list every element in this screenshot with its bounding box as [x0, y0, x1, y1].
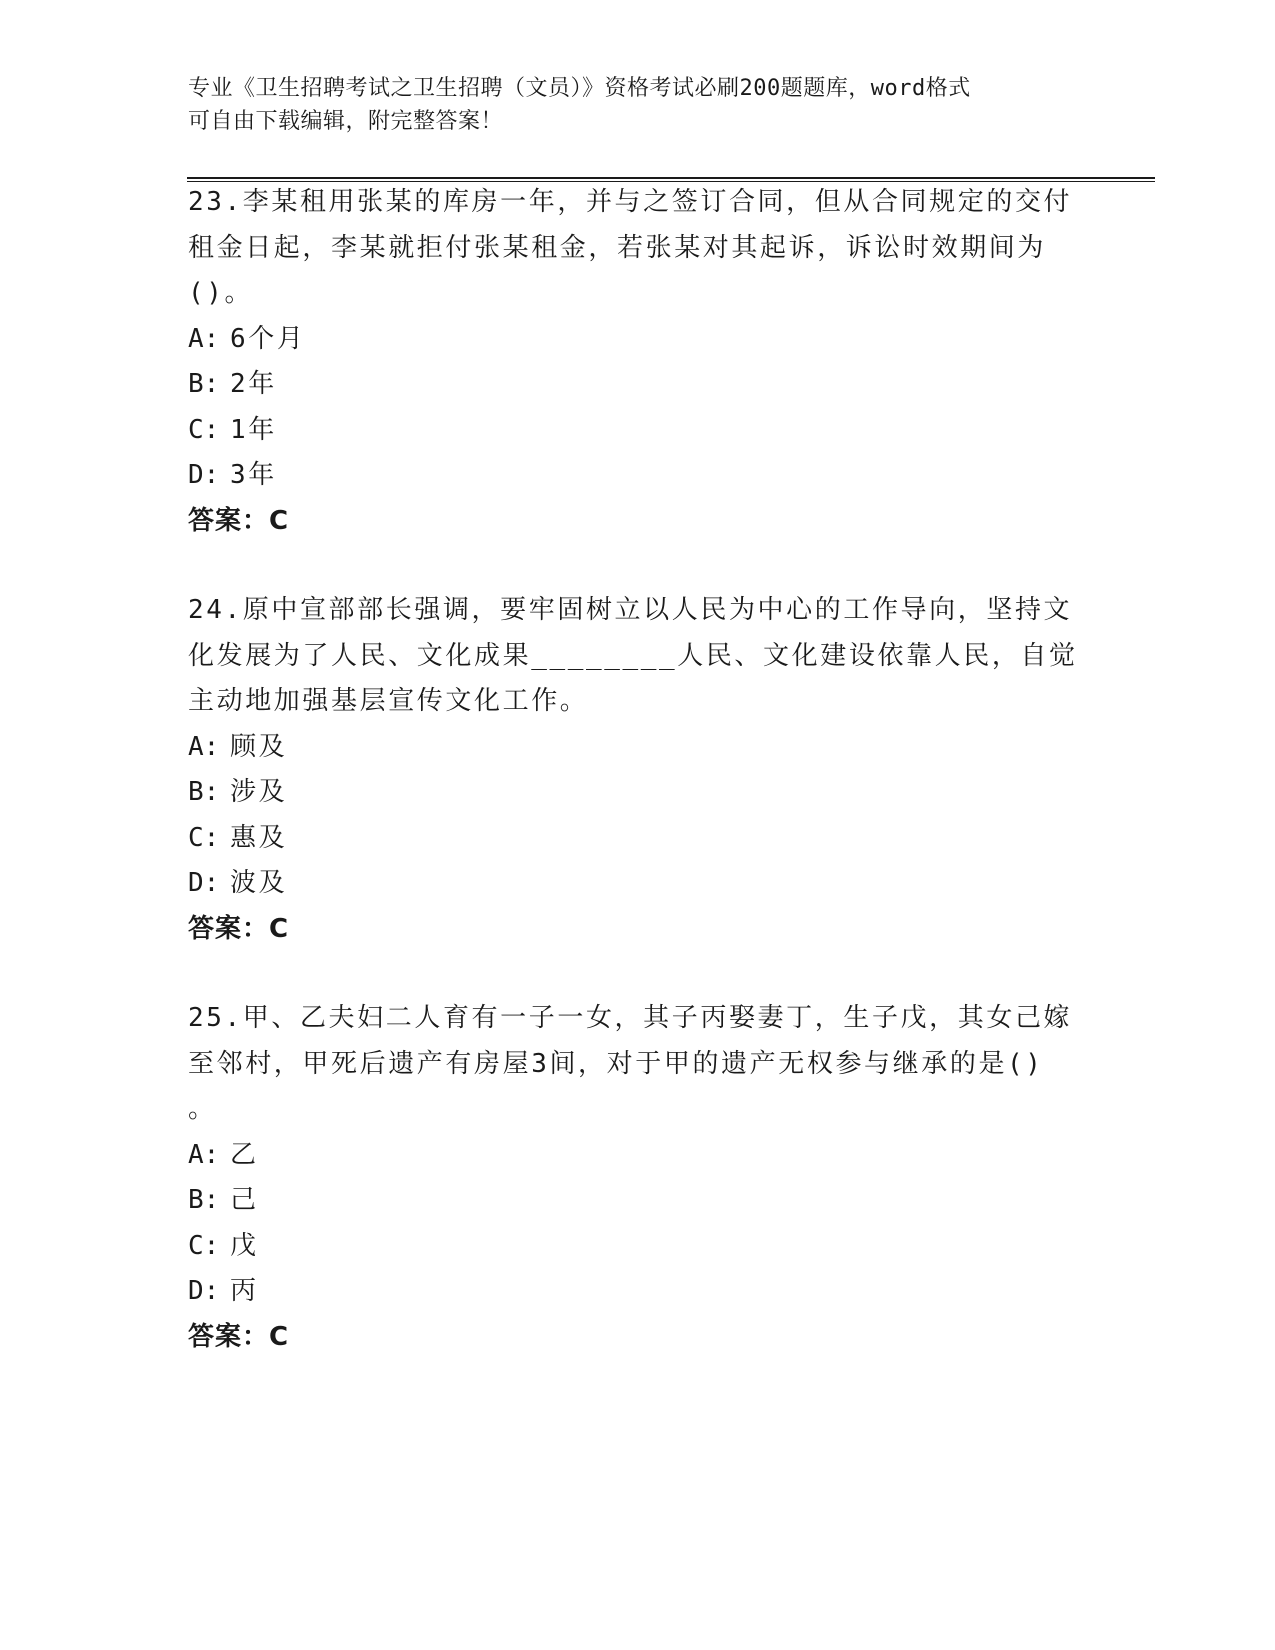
question-24 — [188, 588, 1088, 952]
option-c — [188, 1224, 1088, 1270]
option-letter: A: — [188, 731, 220, 762]
answer-line: 答案：C — [188, 505, 290, 536]
option-d — [188, 1269, 1088, 1315]
option-letter: B: — [188, 777, 220, 807]
option-letter: D: — [188, 868, 220, 898]
question-23 — [188, 180, 1088, 544]
header-title-line-1: 专业《卫生招聘考试之卫生招聘（文员）》资格考试必刷200题题库，word格式 — [188, 76, 971, 101]
question-text-line: 23.李某租用张某的库房一年，并与之签订合同，但从合同规定的交付 — [188, 187, 1073, 217]
option-text: 乙 — [230, 1139, 259, 1170]
option-b — [188, 770, 1088, 816]
option-text: 己 — [230, 1185, 259, 1215]
question-text-line: 主动地加强基层宣传文化工作。 — [188, 686, 589, 716]
option-b — [188, 1178, 1088, 1224]
question-25 — [188, 996, 1088, 1360]
option-text: 3年 — [230, 460, 277, 490]
answer-line: 答案：C — [188, 913, 290, 944]
document-header — [188, 72, 1088, 138]
option-text: 波及 — [230, 868, 288, 898]
option-text: 2年 — [230, 369, 277, 399]
option-a — [188, 317, 1088, 363]
option-letter: C: — [188, 1230, 220, 1261]
option-d — [188, 861, 1088, 907]
option-letter: B: — [188, 369, 220, 399]
option-d — [188, 453, 1088, 499]
option-letter: D: — [188, 1276, 220, 1306]
option-letter: B: — [188, 1185, 220, 1215]
question-text-line: 24.原中宣部部长强调，要牢固树立以人民为中心的工作导向，坚持文 — [188, 595, 1073, 625]
option-text: 6个月 — [230, 323, 306, 354]
option-a — [188, 725, 1088, 771]
option-letter: C: — [188, 822, 220, 853]
option-text: 惠及 — [230, 822, 288, 853]
option-text: 1年 — [230, 414, 277, 445]
option-text: 顾及 — [230, 731, 288, 762]
option-letter: C: — [188, 414, 220, 445]
option-letter: A: — [188, 1139, 220, 1170]
question-text-line: ()。 — [188, 278, 254, 308]
option-text: 丙 — [230, 1276, 259, 1306]
option-text: 戊 — [230, 1230, 259, 1261]
header-title-line-2: 可自由下载编辑，附完整答案！ — [188, 109, 504, 134]
option-text: 涉及 — [230, 777, 288, 807]
option-b — [188, 362, 1088, 408]
question-text-line: 至邻村，甲死后遗产有房屋3间，对于甲的遗产无权参与继承的是() — [188, 1048, 1044, 1079]
answer-line: 答案：C — [188, 1321, 290, 1352]
option-c — [188, 816, 1088, 862]
option-c — [188, 408, 1088, 454]
question-text-line: 化发展为了人民、文化成果________人民、文化建设依靠人民，自觉 — [188, 640, 1078, 671]
question-text-line: 。 — [188, 1094, 217, 1124]
question-text-line: 25.甲、乙夫妇二人育有一子一女，其子丙娶妻丁，生子戊，其女己嫁 — [188, 1003, 1073, 1033]
question-text-line: 租金日起，李某就拒付张某租金，若张某对其起诉，诉讼时效期间为 — [188, 232, 1047, 263]
option-letter: A: — [188, 323, 220, 354]
option-letter: D: — [188, 460, 220, 490]
option-a — [188, 1133, 1088, 1179]
